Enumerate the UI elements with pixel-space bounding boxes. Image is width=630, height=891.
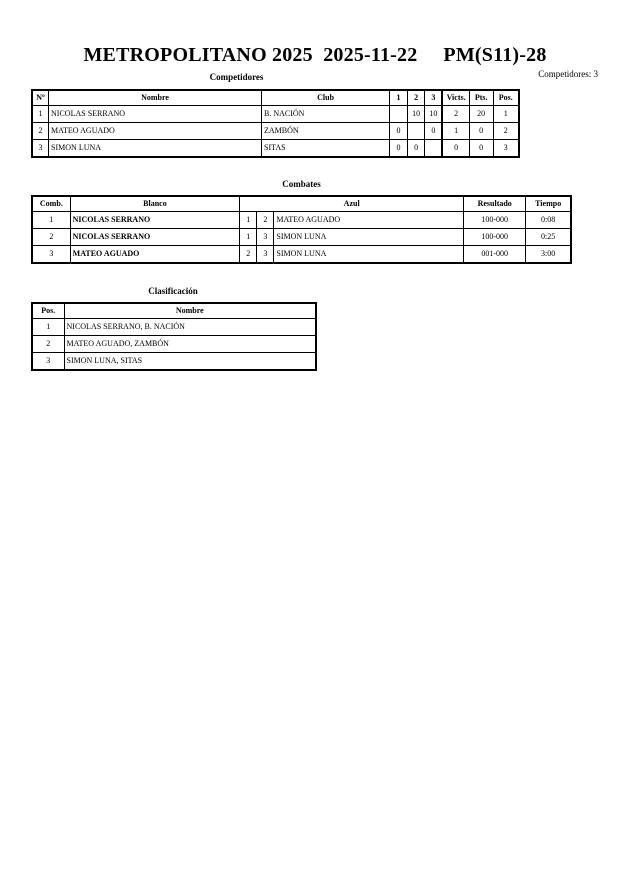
row-azul: SIMON LUNA bbox=[274, 229, 464, 246]
row-pos: 3 bbox=[493, 140, 519, 158]
row-c2: 0 bbox=[407, 140, 425, 158]
row-blanco-num: 2 bbox=[240, 246, 257, 264]
row-victs: 1 bbox=[442, 123, 469, 140]
row-resultado: 100-000 bbox=[464, 229, 526, 246]
col-resultado: Resultado bbox=[464, 196, 526, 212]
table-row bbox=[32, 212, 571, 229]
row-pos: 2 bbox=[32, 336, 64, 353]
table-row bbox=[32, 123, 519, 140]
row-club: SITAS bbox=[262, 140, 390, 158]
col-tiempo: Tiempo bbox=[526, 196, 571, 212]
row-c2 bbox=[407, 123, 425, 140]
col-pos: Pos. bbox=[493, 90, 519, 106]
row-azul: SIMON LUNA bbox=[274, 246, 464, 264]
clasificacion-title: Clasificación bbox=[148, 286, 198, 296]
row-num: 3 bbox=[32, 140, 49, 158]
col-blanco: Blanco bbox=[70, 196, 240, 212]
row-c3: 10 bbox=[425, 106, 443, 123]
row-name: NICOLAS SERRANO bbox=[49, 106, 262, 123]
row-c2: 10 bbox=[407, 106, 425, 123]
row-blanco-num: 1 bbox=[240, 229, 257, 246]
row-blanco: NICOLAS SERRANO bbox=[70, 212, 240, 229]
row-azul-num: 2 bbox=[257, 212, 274, 229]
table-row bbox=[32, 229, 571, 246]
row-azul-num: 3 bbox=[257, 229, 274, 246]
row-blanco: NICOLAS SERRANO bbox=[70, 229, 240, 246]
row-comb: 1 bbox=[32, 212, 70, 229]
row-c3: 0 bbox=[425, 123, 443, 140]
col-name: Nombre bbox=[64, 303, 316, 319]
table-row bbox=[32, 246, 571, 264]
row-c1: 0 bbox=[390, 123, 408, 140]
row-pos: 2 bbox=[493, 123, 519, 140]
col-azul: Azul bbox=[240, 196, 464, 212]
row-pos: 1 bbox=[32, 319, 64, 336]
competitors-count: Competidores: 3 bbox=[538, 69, 598, 79]
col-num: Nº bbox=[32, 90, 49, 106]
combates-table bbox=[31, 195, 572, 264]
row-c3 bbox=[425, 140, 443, 158]
competidores-title: Competidores bbox=[209, 72, 264, 82]
row-victs: 0 bbox=[442, 140, 469, 158]
row-blanco-num: 1 bbox=[240, 212, 257, 229]
table-row bbox=[32, 336, 316, 353]
row-pos: 1 bbox=[493, 106, 519, 123]
col-pos: Pos. bbox=[32, 303, 64, 319]
table-row bbox=[32, 353, 316, 371]
row-club: B. NACIÓN bbox=[262, 106, 390, 123]
col-comb: Comb. bbox=[32, 196, 70, 212]
row-blanco: MATEO AGUADO bbox=[70, 246, 240, 264]
row-pts: 0 bbox=[469, 140, 493, 158]
row-num: 2 bbox=[32, 123, 49, 140]
row-tiempo: 0:08 bbox=[526, 212, 571, 229]
table-row bbox=[32, 319, 316, 336]
row-tiempo: 0:25 bbox=[526, 229, 571, 246]
table-row bbox=[32, 140, 519, 158]
row-tiempo: 3:00 bbox=[526, 246, 571, 264]
col-club: Club bbox=[262, 90, 390, 106]
page-title: METROPOLITANO 2025 2025-11-22 PM(S11)-28 bbox=[83, 44, 547, 66]
col-victs: Victs. bbox=[442, 90, 469, 106]
row-pos: 3 bbox=[32, 353, 64, 371]
row-pts: 20 bbox=[469, 106, 493, 123]
combates-header-row bbox=[32, 196, 571, 212]
row-name: MATEO AGUADO bbox=[49, 123, 262, 140]
col-1: 1 bbox=[390, 90, 408, 106]
col-name: Nombre bbox=[49, 90, 262, 106]
table-row bbox=[32, 106, 519, 123]
row-azul: MATEO AGUADO bbox=[274, 212, 464, 229]
row-c1 bbox=[390, 106, 408, 123]
row-comb: 2 bbox=[32, 229, 70, 246]
row-c1: 0 bbox=[390, 140, 408, 158]
competidores-table bbox=[31, 89, 520, 158]
row-resultado: 100-000 bbox=[464, 212, 526, 229]
row-resultado: 001-000 bbox=[464, 246, 526, 264]
row-name: MATEO AGUADO, ZAMBÓN bbox=[64, 336, 316, 353]
row-azul-num: 3 bbox=[257, 246, 274, 264]
row-name: NICOLAS SERRANO, B. NACIÓN bbox=[64, 319, 316, 336]
row-pts: 0 bbox=[469, 123, 493, 140]
col-2: 2 bbox=[407, 90, 425, 106]
row-num: 1 bbox=[32, 106, 49, 123]
col-3: 3 bbox=[425, 90, 443, 106]
row-victs: 2 bbox=[442, 106, 469, 123]
combates-title: Combates bbox=[282, 179, 321, 189]
row-comb: 3 bbox=[32, 246, 70, 264]
row-club: ZAMBÓN bbox=[262, 123, 390, 140]
clasificacion-header-row bbox=[32, 303, 316, 319]
clasificacion-table bbox=[31, 302, 317, 371]
competidores-header-row bbox=[32, 90, 519, 106]
row-name: SIMON LUNA, SITAS bbox=[64, 353, 316, 371]
col-pts: Pts. bbox=[469, 90, 493, 106]
row-name: SIMON LUNA bbox=[49, 140, 262, 158]
